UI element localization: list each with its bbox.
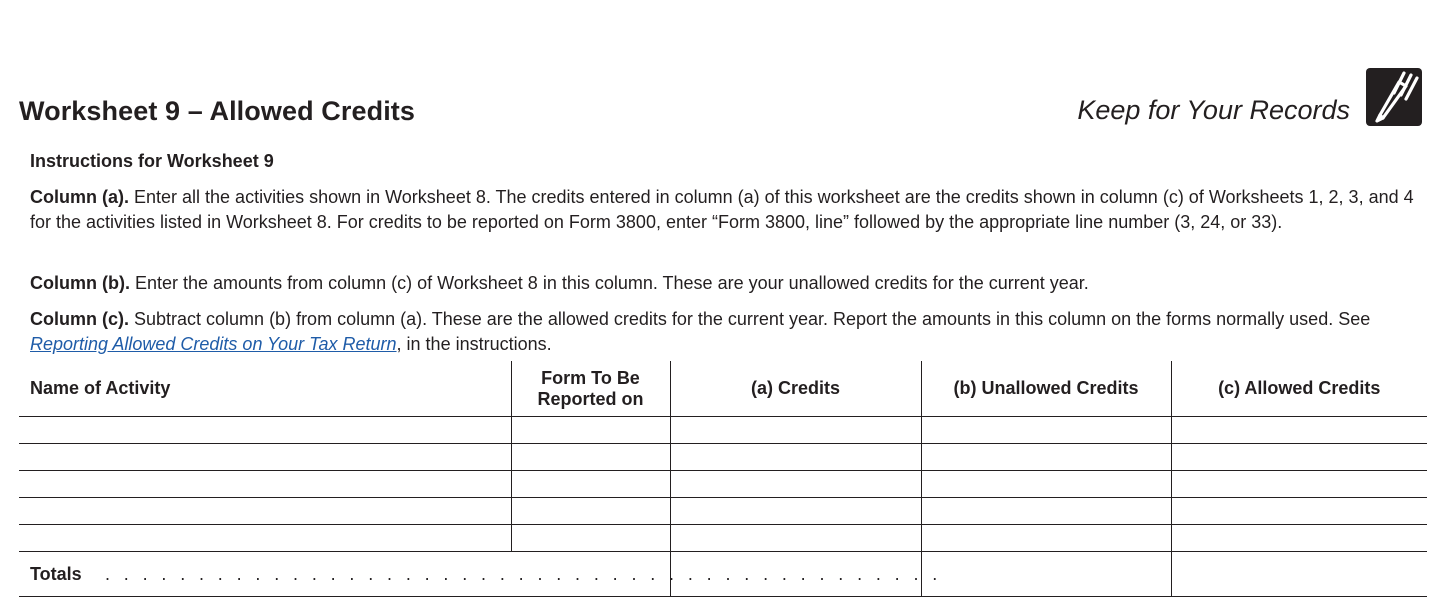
- activity-name-cell[interactable]: [19, 471, 511, 498]
- table-row: [19, 417, 1427, 444]
- unallowed-credits-cell[interactable]: [921, 525, 1171, 552]
- unallowed-credits-cell[interactable]: [921, 498, 1171, 525]
- column-c-instruction: [30, 307, 1415, 356]
- header-b-unallowed-credits: (b) Unallowed Credits: [921, 361, 1171, 417]
- table-row: [19, 525, 1427, 552]
- totals-label: Totals: [30, 564, 82, 584]
- header-a-credits: (a) Credits: [670, 361, 921, 417]
- form-cell[interactable]: [511, 417, 670, 444]
- instructions-heading: Instructions for Worksheet 9: [30, 151, 274, 171]
- column-a-label: Column (a).: [30, 187, 129, 207]
- column-c-text-end: , in the instructions.: [396, 333, 552, 354]
- allowed-credits-cell[interactable]: [1171, 525, 1427, 552]
- header-form-line1: Form To Be: [541, 367, 640, 388]
- column-b-label: Column (b).: [30, 273, 130, 293]
- form-cell[interactable]: [511, 525, 670, 552]
- column-b-instruction: [30, 271, 1415, 296]
- column-a-text: Enter all the activities shown in Worksheet 8. The credits entered in column (a) of this worksheet are the credits shown in column (c) of Worksheets 1, 2, 3, and 4 for the activities listed in Worksheet 8. For credits to be reported on Form 3800, enter “Form 3800, line” followed by the appropriate line number (3, 24, or 33).: [30, 187, 1414, 232]
- credits-cell[interactable]: [670, 444, 921, 471]
- allowed-credits-cell[interactable]: [1171, 471, 1427, 498]
- allowed-credits-cell[interactable]: [1171, 498, 1427, 525]
- reporting-allowed-credits-link[interactable]: Reporting Allowed Credits on Your Tax Return: [30, 333, 397, 354]
- table-row: [19, 471, 1427, 498]
- header-name-of-activity: Name of Activity: [19, 361, 511, 417]
- allowed-credits-cell[interactable]: [1171, 444, 1427, 471]
- pencil-icon: [1366, 68, 1422, 126]
- activity-name-cell[interactable]: [19, 444, 511, 471]
- form-cell[interactable]: [511, 471, 670, 498]
- form-cell[interactable]: [511, 444, 670, 471]
- total-allowed-credits-cell[interactable]: [1171, 552, 1427, 597]
- activity-name-cell[interactable]: [19, 417, 511, 444]
- column-c-label: Column (c).: [30, 309, 129, 329]
- unallowed-credits-cell[interactable]: [921, 471, 1171, 498]
- total-unallowed-credits-cell[interactable]: [921, 552, 1171, 597]
- header-form-line2: Reported on: [537, 388, 644, 409]
- unallowed-credits-cell[interactable]: [921, 444, 1171, 471]
- allowed-credits-table: [19, 361, 1427, 597]
- totals-label-cell: [19, 552, 942, 597]
- table-row: [19, 444, 1427, 471]
- credits-cell[interactable]: [670, 525, 921, 552]
- header-c-allowed-credits: (c) Allowed Credits: [1171, 361, 1427, 417]
- credits-cell[interactable]: [670, 498, 921, 525]
- keep-for-records-label: Keep for Your Records: [1077, 95, 1350, 125]
- form-cell[interactable]: [511, 498, 670, 525]
- totals-row: [19, 552, 1427, 597]
- worksheet-title: Worksheet 9 – Allowed Credits: [19, 96, 416, 126]
- header-form-to-be-reported-on: [511, 361, 670, 417]
- table-header-row: [19, 361, 1427, 417]
- allowed-credits-cell[interactable]: [1171, 417, 1427, 444]
- column-a-instruction: [30, 185, 1415, 234]
- activity-name-cell[interactable]: [19, 525, 511, 552]
- credits-cell[interactable]: [670, 471, 921, 498]
- column-c-text: Subtract column (b) from column (a). These are the allowed credits for the current year. Report the amounts in this column on the forms normally used. See: [129, 309, 1371, 329]
- activity-name-cell[interactable]: [19, 498, 511, 525]
- leader-dots: . . . . . . . . . . . . . . . . . . . . . . . . . . . . . . . . . . . . . . . . . . . . .: [105, 564, 942, 584]
- table-row: [19, 498, 1427, 525]
- credits-cell[interactable]: [670, 417, 921, 444]
- column-b-text: Enter the amounts from column (c) of Worksheet 8 in this column. These are your unallowed credits for the current year.: [129, 273, 1089, 293]
- unallowed-credits-cell[interactable]: [921, 417, 1171, 444]
